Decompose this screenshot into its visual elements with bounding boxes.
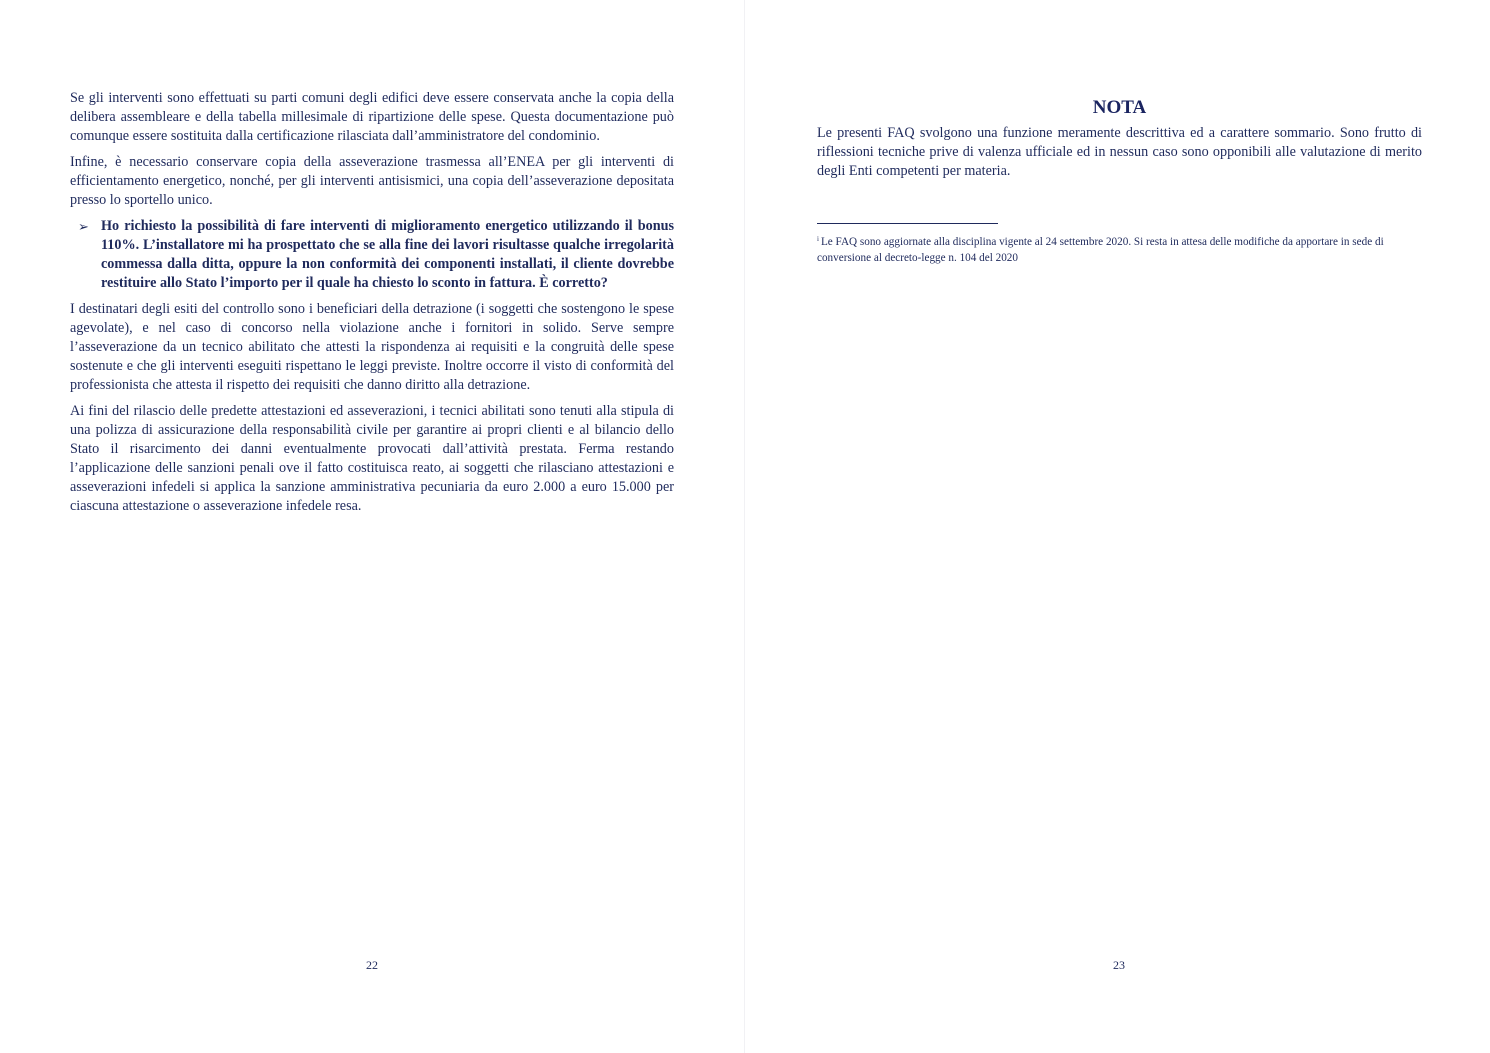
nota-paragraph: Le presenti FAQ svolgono una funzione meramente descrittiva ed a carattere sommario. Sono frutto di riflessioni tecniche prive di valenza ufficiale ed in nessun caso sono opponibili alle valutazione di merito degli Enti competenti per materia.: [817, 125, 1422, 179]
right-page-body: [817, 96, 1422, 266]
page-number-right: 23: [1113, 958, 1125, 972]
page-number-left: 22: [366, 958, 378, 972]
paragraph-enea-asseverazione: Infine, è necessario conservare copia della asseverazione trasmessa all’ENEA per gli interventi di efficientamento energetico, nonché, per gli interventi antisismici, una copia dell’asseverazione depositata presso lo sportello unico.: [70, 154, 674, 208]
faq-question: [70, 217, 674, 293]
faq-question-text: Ho richiesto la possibilità di fare interventi di miglioramento energetico utilizzando il bonus 110%. L’installatore mi ha prospettato che se alla fine dei lavori risultasse qualche irregolarità commessa dalla ditta, oppure la non conformità dei componenti installati, il cliente dovrebbe restituire allo Stato l’importo per il quale ha chiesto lo sconto in fattura. È corretto?: [101, 218, 674, 291]
footnote: [817, 231, 1422, 266]
footnote-divider: [817, 223, 998, 224]
nota-title: NOTA: [1092, 97, 1147, 118]
answer-paragraph-controls: I destinatari degli esiti del controllo sono i beneficiari della detrazione (i soggetti che sostengono le spese agevolate), e nel caso di concorso nella violazione anche i fornitori in solido. Serve sempre l’asseverazione da un tecnico abilitato che attesti la rispondenza ai requisiti e la congruità delle spese sostenute e che gli interventi eseguiti rispettano le leggi previste. Inoltre occorre il visto di conformità del professionista che attesta il rispetto dei requisiti che danno diritto alla detrazione.: [70, 301, 674, 393]
left-page-body: [70, 89, 674, 523]
footnote-marker: i: [817, 235, 819, 243]
answer-paragraph-sanctions: Ai fini del rilascio delle predette attestazioni ed asseverazioni, i tecnici abilitati sono tenuti alla stipula di una polizza di assicurazione della responsabilità civile per garantire ai propri clienti e al bilancio dello Stato il risarcimento dei danni eventualmente provocati dall’attività prestata. Ferma restando l’applicazione delle sanzioni penali ove il fatto costituisca reato, ai soggetti che rilasciano attestazioni e asseverazioni infedeli si applica la sanzione amministrativa pecuniaria da euro 2.000 a euro 15.000 per ciascuna attestazione o asseverazione infedele resa.: [70, 403, 674, 514]
right-page: [745, 0, 1490, 1053]
footnote-text: Le FAQ sono aggiornate alla disciplina vigente al 24 settembre 2020. Si resta in attesa delle modifiche da apportare in sede di conversione al decreto-legge n. 104 del 2020: [817, 236, 1384, 264]
arrow-bullet-icon: ➢: [78, 219, 89, 234]
paragraph-common-parts: Se gli interventi sono effettuati su parti comuni degli edifici deve essere conservata anche la copia della delibera assembleare e della tabella millesimale di ripartizione delle spese. Questa documentazione può comunque essere sostituita dalla certificazione rilasciata dall’amministratore del condominio.: [70, 90, 674, 144]
